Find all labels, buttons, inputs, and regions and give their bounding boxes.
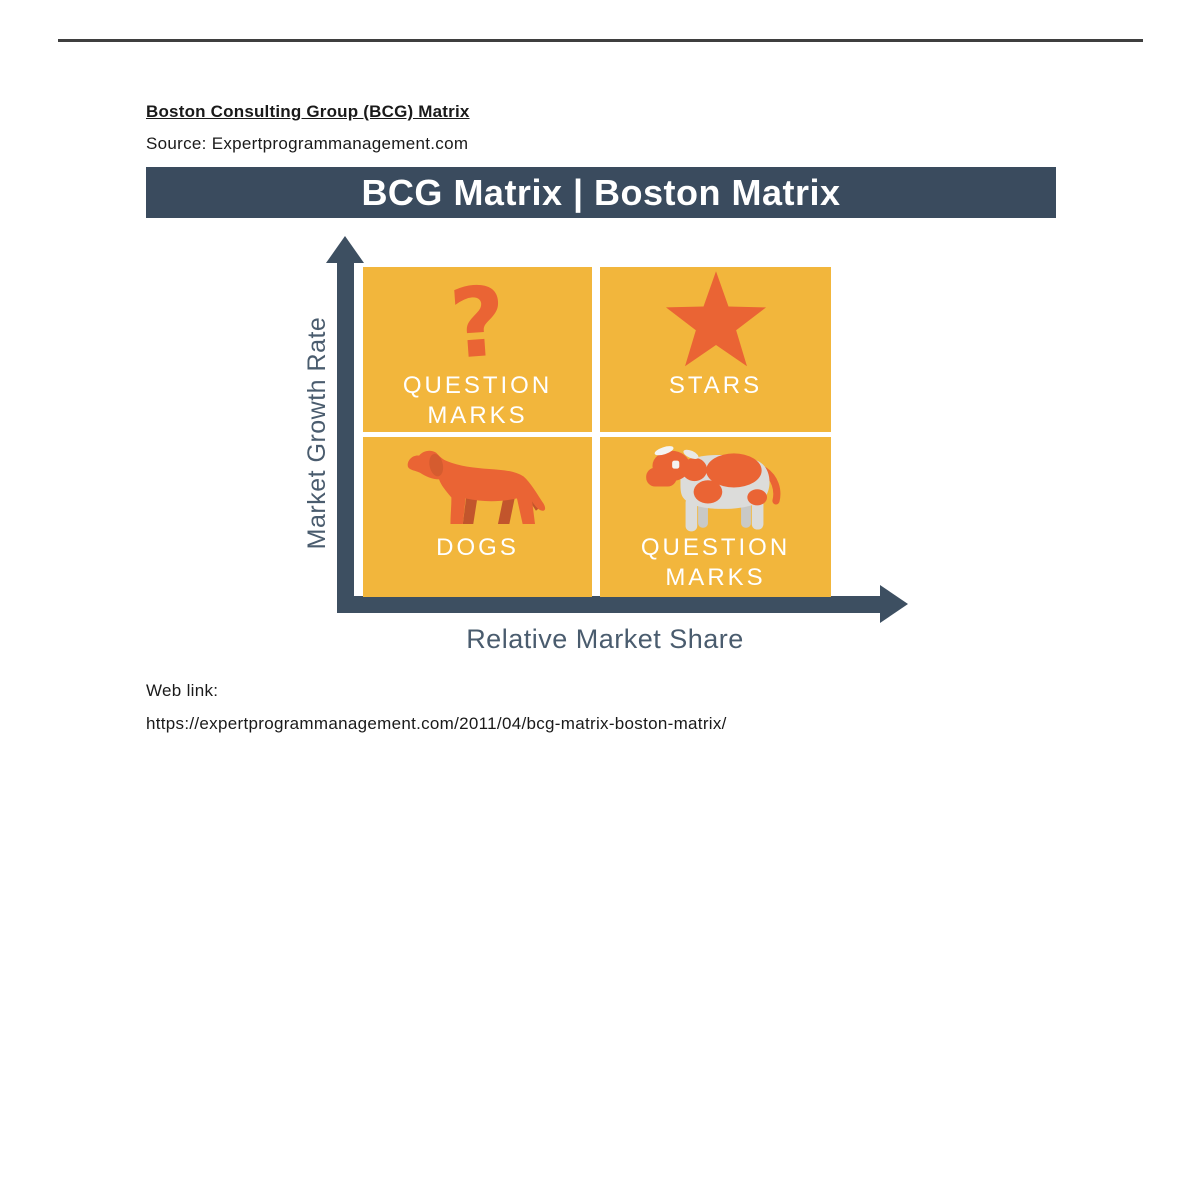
- banner-title: BCG Matrix | Boston Matrix: [361, 171, 841, 213]
- quadrant-label-line1: QUESTION: [640, 534, 791, 561]
- x-axis-label: Relative Market Share: [466, 623, 744, 654]
- quadrant-bottom-left-dogs: [363, 437, 592, 597]
- dog-icon: [402, 441, 554, 533]
- cow-icon: [638, 441, 794, 533]
- source-line: Source: Expertprogrammanagement.com: [146, 134, 469, 153]
- x-axis-arrowhead-icon: [880, 585, 908, 623]
- web-link-label: Web link:: [146, 681, 219, 700]
- quadrant-label-line2: MARKS: [427, 402, 528, 429]
- top-horizontal-rule: [58, 39, 1143, 42]
- quadrant-top-left-question-marks: [363, 267, 592, 432]
- web-link-url: https://expertprogrammanagement.com/2011/04/bcg-matrix-boston-matrix/: [146, 714, 727, 733]
- diagram-banner: [146, 167, 1056, 218]
- quadrant-label-line1: QUESTION: [402, 372, 553, 399]
- quadrant-label-line1: STARS: [668, 372, 763, 399]
- document-title: Boston Consulting Group (BCG) Matrix: [146, 102, 470, 121]
- quadrant-top-right-stars: [600, 267, 831, 432]
- y-axis-line: [337, 253, 354, 613]
- quadrant-bottom-right-question-marks: [600, 437, 831, 597]
- quadrant-label-line2: MARKS: [665, 564, 766, 591]
- star-icon: [661, 271, 771, 371]
- x-axis-line: [337, 596, 882, 613]
- y-axis-label: Market Growth Rate: [302, 316, 331, 550]
- quadrant-label-line1: DOGS: [436, 534, 519, 561]
- question-mark-icon: ?: [445, 265, 510, 381]
